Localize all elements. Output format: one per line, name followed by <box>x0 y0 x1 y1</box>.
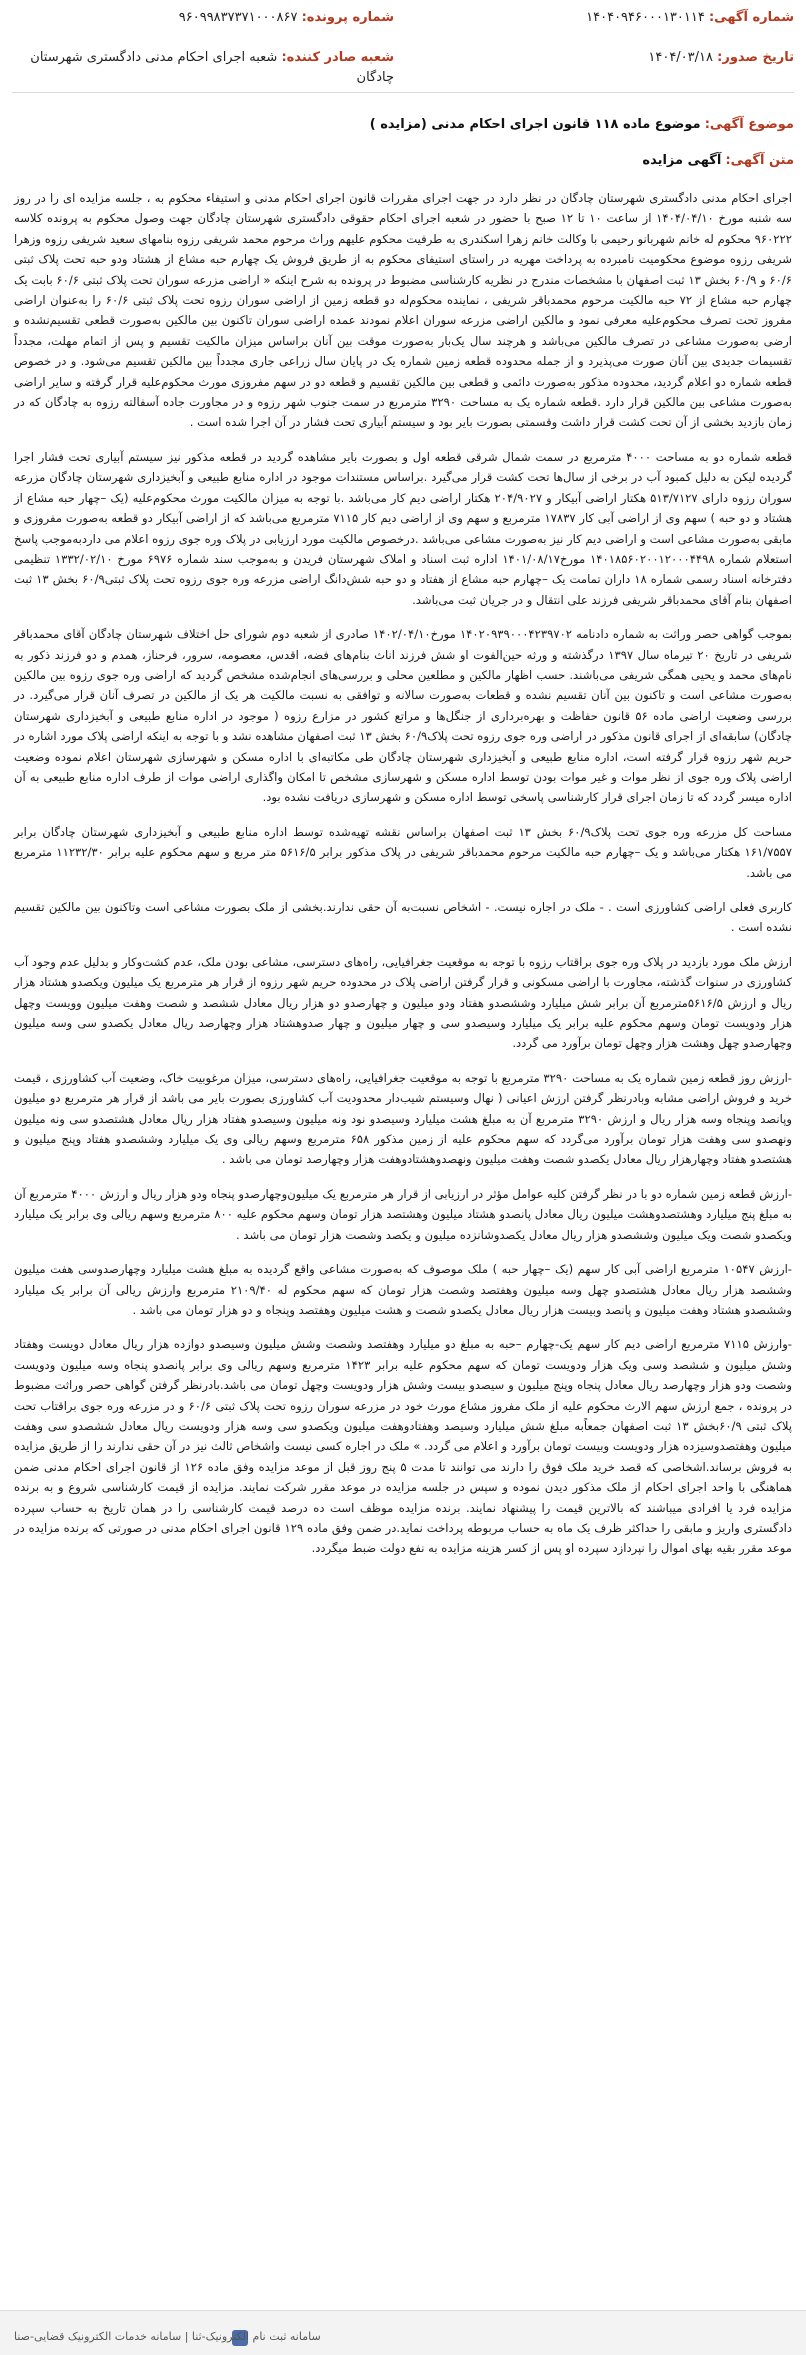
notice-number-label: شماره آگهی: <box>708 10 794 25</box>
paragraph: مساحت کل مزرعه وره جوی تحت پلاک۶۰/۹ بخش ۱۳ ثبت اصفهان براساس نقشه تهیه‌شده توسط اداره منابع طبیعی و آبخیزداری شهرستان چادگان برابر ۱۶۱/۷۵۵۷ هکتار می‌باشد و یک –چهارم حبه مالکیت مرحوم محمدباقر شریفی در پلاک مذکور برابر ۵۶۱۶/۵ متر مربع و سهم محکوم علیه برابر ۱۱۲۳۲/۳۰ مترمربع می باشد. <box>14 824 793 880</box>
notice-number: ۱۴۰۴۰۹۴۶۰۰۰۱۳۰۱۱۴ <box>586 10 705 25</box>
paragraph: -ارزش روز قطعه زمین شماره یک به مساحت ۳۲۹۰ مترمربع با توجه به موقعیت جغرافیایی، راه‌های دسترسی، میزان مرغوبیت خاک، وضعیت آب کشاورزی ، قیمت خرید و فروش اراضی مشابه وبادرنظر گرفتن ارزش اعیانی ( نهال وسیستم شیب‌دار محدودیت آب کشاورزی بصورت بایر می باشد از قرار هر مترمربع دو میلیون وپانصد وپنجاه وسه هزار ریال و ارزش ۳۲۹۰ مترمربع آن به مبلغ هشت میلیارد وسیصدو نود ونه میلیون وسیصدو هفتاد هزار ریال معادل هشتصدو سی ونه میلیون ونهصدو سی وهفت هزار تومان برآورد می‌گردد که سهم محکوم علیه از زمین مذکور ۶۵۸ مترمربع وسهم ریالی وی یک میلیارد وششصدو هفتاد وپنج میلیون و هشتصدو هفتاد وچهارهزار ریال معادل یکصدو شصت وهفت میلیون ونهصدوهشتادوهفت هزار وچهارصد تومان می باشد . <box>14 1070 792 1167</box>
paragraph: بموجب گواهی حصر وراثت به شماره دادنامه ۱۴۰۲۰۹۳۹۰۰۰۴۲۳۹۷۰۲ مورخ۱۴۰۲/۰۴/۱۰ صادری از شعبه دوم شورای حل اختلاف شهرستان چادگان آقای محمدباقر شریفی در تاریخ ۲۰ تیرماه سال ۱۳۹۷ درگذشته و ورثه حین‌الفوت او شش فرزند اناث بنام‌های فضه، اقدس، معصومه، سرور، فرحناز، همدم و دو فرزند ذکور به نام‌های محمد و یحیی همگی شریفی می‌باشند. حسب اظهار مالکین و مطلعین محلی و بررسی‌های انجام‌شده مشخص گردید که اراضی وره جوی رزوه بین مالکین به‌صورت مشاعی است و تاکنون بین آنان تقسیم نشده و قطعات به‌صورت سالانه و توافقی به نسبت مالکیت هر یک از مالکین در تصرف آنان قرار می‌گیرد. در بررسی وضعیت اراضی ماده ۵۶ قانون حفاظت و بهره‌برداری از جنگل‌ها و مراتع کشور در مزارع رزوه ( موجود در اداره منابع طبیعی و آبخیزداری شهرستان چادگان) سابقه‌ای از اجرای قانون مذکور در اراضی وره جوی رزوه تحت پلاک۶۰/۹ بخش ۱۳ ثبت اصفهان مشاهده نشد و با توجه به اینکه اراضی پلاک مورد اشاره در حریم شهر رزوه قرار گرفته است، اداره منابع طبیعی و آبخیزداری شهرستان چادگان طی مکاتبه‌ای با اداره مسکن و شهرسازی شهرستان اعلام نموده وضعیت اراضی پلاک وره جوی از نظر موات و غیر موات بودن توسط اداره مسکن و شهرسازی مشخص تا امکان واگذاری اراضی موات از طرف اداره منابع طبیعی به آن اداره میسر گردد که تا زمان اجرای قرار کارشناسی پاسخی توسط اداره مسکن و شهرسازی دریافت نشده بود. <box>14 627 793 805</box>
subject-row <box>12 114 794 136</box>
issuing-branch: شعبه اجرای احکام مدنی دادگستری شهرستان چادگان <box>30 50 394 85</box>
footer-text: سامانه ثبت نام الکترونیک-ثنا | سامانه خدمات الکترونیک قضایی-صنا <box>14 2330 321 2343</box>
text-title-row <box>12 150 794 172</box>
issue-date-label: تاریخ صدور: <box>717 50 794 65</box>
issuing-branch-label: شعبه صادر کننده: <box>281 50 394 65</box>
issue-date-field <box>648 48 794 68</box>
notice-header <box>12 8 794 98</box>
issuing-branch-field <box>12 48 394 88</box>
divider <box>12 92 794 93</box>
paragraph: ارزش ملک مورد بازدید در پلاک وره جوی براقتاب رزوه با توجه به موقعیت جغرافیایی، راه‌های دسترسی، مشاعی بودن ملک، عدم کشت‌وکار و بدلیل عدم وجود آب کشاورزی در سنوات گذشته، مجاورت با اراضی مسکونی و قرار گرفتن اراضی پلاک در محدوده حریم شهر رزوه از قرار هر مترمربع یک میلیون ویکصدو هشتاد هزار ریال و ارزش ۵۶۱۶/۵مترمربع آن برابر شش میلیارد وششصدو هفتاد ودو میلیون و چهارصدو دو هزار ریال معادل ششصد و شصت وهفت میلیون وویست وچهل هزار ودویست تومان وسهم محکوم علیه برابر یک میلیارد وسیصدو سی و چهار میلیون و چهار صدوهشتاد هزار وچهارصد ریال معادل یکصدو سی وسه میلیون وچهارصدو چهل وهشت هزار وچهل تومان برآورد می گردد. <box>14 954 792 1051</box>
notice-body <box>14 188 792 1573</box>
paragraph: -ارزش ۱۰۵۴۷ مترمربع اراضی آبی کار سهم (یک –چهار حبه ) ملک موصوف که به‌صورت مشاعی واقع گردیده به مبلغ هشت میلیارد وچهارصدوسی هفت میلیون وششصد هزار ریال معادل هشتصدو چهل وسه میلیون وهفتصد وشصت هزار تومان که سهم محکوم له ۲۱۰۹/۴۰ مترمربع وارزش ریالی آن برابر یک میلیارد وششصدو هشتاد وهفت میلیون و پانصد وبیست هزار ریال معادل یکصدو شصت و هشت میلیون وهفتصد وپنجاه و دو هزار تومان می باشد . <box>14 1262 792 1317</box>
footer-bar <box>0 2310 806 2355</box>
paragraph: -وارزش ۷۱۱۵ مترمربع اراضی دیم کار سهم یک-چهارم –حبه به مبلغ دو میلیارد وهفتصد وشصت وشش میلیون وسیصدو دوازده هزار ریال معادل دویست وهفتاد وشش میلیون و ششصد وسی ویک هزار ودویست تومان که سهم محکوم علیه برابر ۱۴۲۳ مترمربع وسهم ریالی وی برابر پانصدو پنجاه وسه میلیون ودویست وشصت ودو هزار وچهارصد ریال معادل پنجاه وپنج میلیون و سیصدو بیست وشش هزار ودویست وچهل تومان می باشد.بادرنظر گرفتن گواهی حصر وراثت مضبوط در پرونده ، جمع ارزش سهم الارث محکوم علیه از ملک مفروز مشاع مورث خود در مزرعه سوران رزوه تحت پلاک ثبتی ۶۰/۶ و در مزرعه وره جوی براقتاب تحت پلاک ثبتی ۶۰/۹بخش ۱۳ ثبت اصفهان جمعاًبه مبلغ شش میلیارد وسیصد وهفتادوهفت میلیون ویکصدو سی وسه هزار ودویست ریال معادل ششصدو سی وهفت میلیون وهفتصدوسیزده هزار ودویست وبیست تومان برآورد و اعلام می گردد. » ملک در اجاره کسی نیست واشخاص ثالث نیز در آن حقی ندارند را از طریق مزایده به فروش برساند.اشخاصی که قصد خرید ملک فوق را دارند می توانند تا مدت ۵ پنج روز قبل از موعد مزایده وفق ماده ۱۲۶ از قانون اجرای احکام مدنی ضمن هماهنگی با واحد اجرای احکام از ملک مذکور دیدن نموده و سپس در جلسه مزایده در موعد مقرر شرکت نمایند. مزایده از قیمت کارشناسی شروع و به برنده مزایده فرد یا افرادی میباشند که بالاترین قیمت را پیشنهاد نمایند. برنده مزایده موظف است ده درصد قیمت کارشناسی را در همان تاریخ به حساب سپرده دادگستری واریز و مابقی را حداکثر ظرف یک ماه به حساب مربوطه پرداخت نماید.در ضمن وفق ماده ۱۲۹ قانون اجرای احکام مدنی در صورتی که برنده مزایده در موعد مقرر بقیه بهای اموال را نپردازد سپرده او پس از کسر هزینه مزایده به نفع دولت ضبط میگردد. <box>14 1337 793 1556</box>
paragraph: -ارزش قطعه زمین شماره دو با در نظر گرفتن کلیه عوامل مؤثر در ارزیابی از قرار هر مترمربع یک میلیون‌وچهارصدو پنجاه ودو هزار ریال و ارزش ۴۰۰۰ مترمربع آن به مبلغ پنج میلیارد وهشتصدوهشت میلیون ریال معادل پانصدو هشتاد میلیون وهشتصد هزار تومان وسهم محکوم علیه ۸۰۰ مترمربع وسهم ریالی وی برابر یک میلیارد ویکصدو شصت ویک میلیون وششصدو هزار ریال معادل یکصدوشانزده میلیون و یکصد وشصت هزار تومان می باشد . <box>14 1186 793 1242</box>
paragraph: اجرای احکام مدنی دادگستری شهرستان چادگان در نظر دارد در جهت اجرای مقررات قانون اجرای احکام مدنی و استیفاء محکوم به ، جلسه مزایده ای را در روز سه شنبه مورخ ۱۴۰۴/۰۴/۱۰ از ساعت ۱۰ تا ۱۲ صبح با حضور در شعبه اجرای احکام حقوقی دادگستری شهرستان چادگان جهت وصول محکوم به پرونده کلاسه ۹۶۰۲۲۲ محکوم له خانم شهربانو رحیمی با وکالت خانم زهرا اسکندری به طرفیت محکوم علیهم وراث مرحوم محمد شریفی رزوه بنامهای سعید شریفی رزوه وزهرا شریفی رزوه موضوع محکومیت نامبرده به پرداخت مهریه در راستای استیفای محکوم به از طریق فروش یک چهارم حبه مشاع از هشتاد ودو حبه تحت پلاک ثبتی ۶۰/۶ و ۶۰/۹ بخش ۱۳ ثبت اصفهان با مشخصات مندرج در نظریه کارشناسی مضبوط در پرونده به شرح اینکه « اراضی مزرعه سوران تحت پلاک ثبتی ۶۰/۶ بابت یک چهارم حبه مشاع از ۷۲ حبه مالکیت مرحوم محمدباقر شریفی ، نماینده محکوم‌له دو قطعه زمین از اراضی سوران رزوه تحت پلاک ثبتی ۶۰/۶ را به‌عنوان اراضی مفروز تحت تصرف محکوم‌علیه معرفی نمود و مالکین اراضی مزرعه سوران اعلام نمودند عمده اراضی سوران تاکنون بین مالکین به‌صورت قطعی تقسیم‌نشده و ارضی به‌صورت مشاعی در تصرف مالکین می‌باشد و هرچند سال یک‌بار به‌صورت موقت بین آنان براساس میزان مالکیت تقسیم و پس از اتمام مهلت، مجدداً تقسیمات جدیدی بین آنان صورت می‌پذیرد و از جمله محدوده قطعه زمین شماره یک در پایان سال زراعی جاری مجدداً بین مالکین تقسیم می‌شود. و در خصوص قطعه شماره دو اعلام گردید، محدوده مذکور به‌صورت دائمی و قطعی بین مالکین تقسیم و قطعه دو در سهم مفروزی مورث محکوم‌علیه قرار گرفته و سایر اراضی به‌صورت مشاعی بین مالکین قرار دارد .قطعه شماره یک به مساحت ۳۲۹۰ مترمربع در سمت جنوب شهر رزوه و در مجاورت جاده آسفالته رزوه به چادگان که در زمان بازدید بخشی از آن تحت کشت قرار داشت وقسمتی بصورت بایر بود و سیستم آبیاری تحت فشار در آن اجرا شده است . <box>14 191 792 430</box>
case-number-field <box>179 8 394 28</box>
subject-label: موضوع آگهی: <box>704 117 794 132</box>
subject-text: موضوع ماده ۱۱۸ قانون اجرای احکام مدنی (مزایده ) <box>369 117 701 132</box>
paragraph: قطعه شماره دو به مساحت ۴۰۰۰ مترمربع در سمت شمال شرقی قطعه اول و بصورت بایر مشاهده گردید در قطعه مذکور نیز سیستم آبیاری تحت فشار اجرا گردیده لیکن به دلیل کمبود آب در برخی از سال‌ها تحت کشت قرار می‌گیرد .براساس مستندات موجود در اداره منابع طبیعی و آبخیزداری شهرستان چادگان مزرعه سوران رزوه دارای ۵۱۳/۷۱۲۷ هکتار اراضی آبیکار و ۲۰۴/۹۰۲۷ هکتار اراضی دیم کار می‌باشد .با توجه به میزان مالکیت مورث محکوم‌علیه (یک –چهار حبه مشاع از هشتاد و دو حبه ) سهم وی از اراضی آبی کار ۱۷۸۳۷ مترمربع و سهم وی از اراضی دیم کار ۷۱۱۵ مترمربع می‌باشد که از اراضی آبیکار دو قطعه به‌صورت مفروزی و مابقی به‌صورت مشاعی است و اراضی دیم کار نیز به‌صورت مشاعی می‌باشد .درخصوص مالکیت مورد ارزیابی در پلاک وره جوی رزوه اعلام می دارد‌به‌موجب پاسخ استعلام شماره ۱۴۰۱۸۵۶۰۲۰۰۱۲۰۰۰۴۴۹۸ مورخ۱۴۰۱/۰۸/۱۷ اداره ثبت اسناد و املاک شهرستان فریدن و به‌موجب سند شماره ۶۹۷۶ مورخ ۱۳۳۲/۰۲/۱۰ تنظیمی دفترخانه اسناد رسمی شماره ۱۸ داران تمامت یک –چهارم حبه مشاع از هفتاد و دو حبه شش‌دانگ اراضی مزرعه وره جوی رزوه تحت پلاک ثبتی۶۰/۹ بخش ۱۳ ثبت اصفهان بنام آقای محمدباقر شریفی فرزند علی انتقال و در جریان ثبت می‌باشد. <box>14 449 793 607</box>
paragraph: کاربری فعلی اراضی کشاورزی است . - ملک در اجاره نیست. - اشخاص نسبت‌به آن حقی ندارند.بخشی از ملک بصورت مشاعی است وتاکنون بین مالکین تقسیم نشده است . <box>14 900 792 935</box>
notice-number-field <box>586 8 794 28</box>
case-number: ۹۶۰۹۹۸۳۷۳۷۱۰۰۰۸۶۷ <box>178 10 298 25</box>
case-number-label: شماره پرونده: <box>301 10 394 25</box>
text-label: متن آگهی: <box>725 153 794 168</box>
text-title: آگهی مزایده <box>642 153 722 168</box>
issue-date: ۱۴۰۴/۰۳/۱۸ <box>648 50 713 65</box>
